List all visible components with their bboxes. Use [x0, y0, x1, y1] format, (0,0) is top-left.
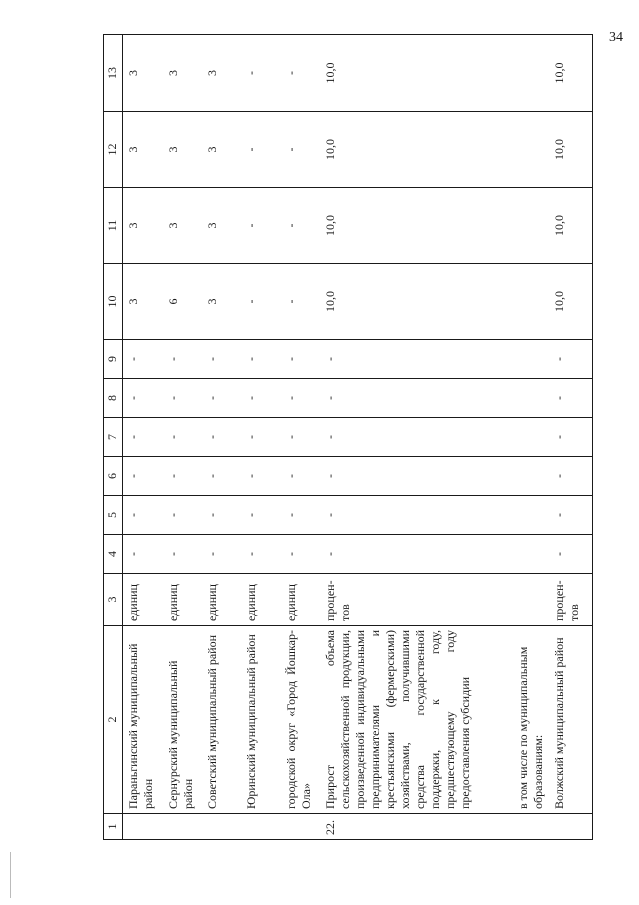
column-number: 2: [104, 626, 123, 814]
cell-value: -: [281, 457, 320, 496]
row-name: в том числе по муниципальным образованиям:: [513, 626, 549, 814]
cell-value: -: [241, 379, 281, 418]
cell-value: -: [281, 112, 320, 188]
table-row: [163, 35, 202, 840]
cell-value: -: [549, 496, 593, 535]
cell-value: [513, 264, 549, 340]
cell-value: [513, 457, 549, 496]
cell-value: 3: [123, 35, 164, 112]
cell-value: -: [549, 340, 593, 379]
column-number: 12: [104, 112, 123, 188]
cell-value: -: [163, 496, 202, 535]
row-number: [549, 814, 593, 840]
cell-value: [513, 35, 549, 112]
cell-value: -: [281, 379, 320, 418]
cell-value: [513, 535, 549, 574]
cell-value: 10,0: [320, 35, 513, 112]
row-name: городской округ «Город Йошкар-Ола»: [281, 626, 320, 814]
cell-value: -: [549, 457, 593, 496]
cell-value: -: [123, 457, 164, 496]
cell-value: [513, 379, 549, 418]
cell-value: -: [281, 496, 320, 535]
table-row: [549, 35, 593, 840]
column-number: 4: [104, 535, 123, 574]
cell-value: -: [163, 379, 202, 418]
indicators-table: [103, 34, 593, 840]
cell-value: -: [241, 418, 281, 457]
cell-value: -: [202, 457, 241, 496]
cell-value: -: [281, 188, 320, 264]
cell-value: 3: [202, 35, 241, 112]
cell-value: 10,0: [320, 112, 513, 188]
column-number: 5: [104, 496, 123, 535]
page-number: 34: [609, 30, 623, 45]
cell-value: -: [202, 535, 241, 574]
cell-value: 3: [163, 112, 202, 188]
column-number: 3: [104, 574, 123, 626]
cell-value: -: [281, 535, 320, 574]
row-number: [123, 814, 164, 840]
column-number: 13: [104, 35, 123, 112]
table-row: [320, 35, 513, 840]
row-name: Прирост объема сельскохозяйственной продукции, произведенной индивидуальными предпринимателями и крестьянскими (фермерскими) хозяйствами, получившими средства государственной поддержки, к году, предшествующему году предоставления субсидии: [320, 626, 513, 814]
row-number: [513, 814, 549, 840]
cell-value: -: [163, 457, 202, 496]
cell-value: 3: [163, 188, 202, 264]
column-number: 6: [104, 457, 123, 496]
cell-value: -: [241, 35, 281, 112]
cell-value: [513, 418, 549, 457]
cell-value: 10,0: [549, 264, 593, 340]
cell-value: [513, 496, 549, 535]
cell-value: 6: [163, 264, 202, 340]
cell-value: -: [123, 340, 164, 379]
cell-value: -: [281, 264, 320, 340]
cell-value: -: [281, 418, 320, 457]
table-row: [123, 35, 164, 840]
cell-value: -: [123, 418, 164, 457]
row-number: [281, 814, 320, 840]
cell-value: -: [241, 112, 281, 188]
cell-value: -: [202, 496, 241, 535]
column-number: 1: [104, 814, 123, 840]
column-number: 11: [104, 188, 123, 264]
cell-value: -: [320, 340, 513, 379]
row-unit: единиц: [281, 574, 320, 626]
scan-edge-mark: [10, 852, 11, 898]
cell-value: -: [320, 457, 513, 496]
cell-value: 3: [123, 264, 164, 340]
row-unit: единиц: [202, 574, 241, 626]
cell-value: -: [281, 340, 320, 379]
row-name: Параньгинский муниципальный район: [123, 626, 164, 814]
cell-value: -: [320, 496, 513, 535]
cell-value: 3: [202, 188, 241, 264]
cell-value: 10,0: [549, 35, 593, 112]
row-unit: единиц: [241, 574, 281, 626]
column-number: 7: [104, 418, 123, 457]
cell-value: [513, 340, 549, 379]
cell-value: -: [241, 188, 281, 264]
cell-value: -: [163, 418, 202, 457]
cell-value: -: [549, 418, 593, 457]
row-number: [202, 814, 241, 840]
cell-value: -: [241, 457, 281, 496]
cell-value: -: [241, 264, 281, 340]
cell-value: -: [123, 535, 164, 574]
cell-value: -: [123, 379, 164, 418]
cell-value: 3: [202, 264, 241, 340]
row-name: Советский муниципальный район: [202, 626, 241, 814]
cell-value: -: [320, 379, 513, 418]
column-number: 9: [104, 340, 123, 379]
column-number-row: [104, 35, 123, 840]
cell-value: -: [202, 418, 241, 457]
row-unit: единиц: [163, 574, 202, 626]
table-row: [281, 35, 320, 840]
cell-value: 10,0: [549, 188, 593, 264]
table-row: [202, 35, 241, 840]
cell-value: -: [163, 535, 202, 574]
row-number: [163, 814, 202, 840]
cell-value: -: [241, 535, 281, 574]
table-row: [513, 35, 549, 840]
cell-value: -: [163, 340, 202, 379]
row-name: Сернурский муниципальный район: [163, 626, 202, 814]
row-unit: единиц: [123, 574, 164, 626]
cell-value: -: [549, 535, 593, 574]
cell-value: 10,0: [320, 264, 513, 340]
row-number: 22.: [320, 814, 513, 840]
rotated-table-container: [103, 35, 581, 840]
cell-value: -: [320, 418, 513, 457]
cell-value: [513, 188, 549, 264]
row-unit: процен-тов: [549, 574, 593, 626]
cell-value: 3: [123, 188, 164, 264]
cell-value: -: [320, 535, 513, 574]
cell-value: -: [202, 340, 241, 379]
row-name: Юринский муниципальный район: [241, 626, 281, 814]
row-number: [241, 814, 281, 840]
row-name: Волжский муниципальный район: [549, 626, 593, 814]
column-number: 8: [104, 379, 123, 418]
cell-value: -: [123, 496, 164, 535]
table-row: [241, 35, 281, 840]
cell-value: -: [549, 379, 593, 418]
cell-value: 10,0: [320, 188, 513, 264]
row-unit: процен-тов: [320, 574, 513, 626]
cell-value: -: [241, 496, 281, 535]
cell-value: -: [202, 379, 241, 418]
row-unit: [513, 574, 549, 626]
cell-value: 3: [202, 112, 241, 188]
cell-value: -: [241, 340, 281, 379]
cell-value: -: [281, 35, 320, 112]
cell-value: 3: [163, 35, 202, 112]
column-number: 10: [104, 264, 123, 340]
cell-value: [513, 112, 549, 188]
cell-value: 3: [123, 112, 164, 188]
cell-value: 10,0: [549, 112, 593, 188]
